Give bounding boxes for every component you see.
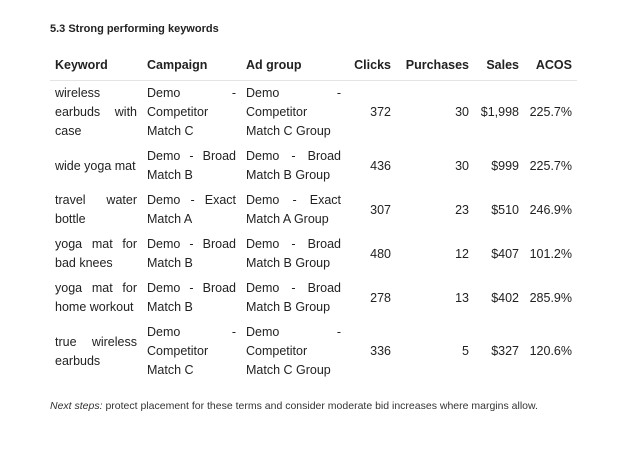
- cell-campaign: Demo - Broad Match B: [147, 281, 236, 314]
- table-row: [50, 232, 577, 276]
- table-row: [50, 188, 577, 232]
- cell-campaign: Demo - Exact Match A: [147, 193, 236, 226]
- cell-acos: 225.7%: [529, 158, 572, 173]
- cell-sales: $407: [491, 246, 519, 261]
- cell-ad-group: Demo - Broad Match B Group: [246, 237, 341, 270]
- cell-campaign: Demo - Broad Match B: [147, 149, 236, 182]
- cell-purchases: 12: [455, 246, 469, 261]
- cell-campaign: Demo - Competitor Match C: [147, 86, 236, 138]
- cell-keyword: yoga mat for home workout: [55, 281, 137, 314]
- cell-ad-group: Demo - Competitor Match C Group: [246, 325, 341, 377]
- cell-keyword: yoga mat for bad knees: [55, 237, 137, 270]
- cell-clicks: 372: [370, 105, 391, 119]
- cell-acos: 225.7%: [529, 105, 572, 119]
- cell-sales: $999: [491, 158, 519, 173]
- header-sales: Sales: [474, 53, 524, 81]
- next-steps-text: protect placement for these terms and consider moderate bid increases where margins allow.: [102, 400, 538, 412]
- cell-clicks: 307: [370, 202, 391, 217]
- header-campaign: Campaign: [142, 53, 241, 81]
- table-header-row: [50, 53, 577, 81]
- table-row: [50, 81, 577, 145]
- cell-clicks: 278: [370, 290, 391, 305]
- cell-ad-group: Demo - Broad Match B Group: [246, 281, 341, 314]
- cell-sales: $402: [491, 290, 519, 305]
- cell-acos: 246.9%: [529, 202, 572, 217]
- cell-ad-group: Demo - Competitor Match C Group: [246, 86, 341, 138]
- cell-ad-group: Demo - Broad Match B Group: [246, 149, 341, 182]
- cell-ad-group: Demo - Exact Match A Group: [246, 193, 341, 226]
- cell-campaign: Demo - Broad Match B: [147, 237, 236, 270]
- cell-clicks: 336: [370, 344, 391, 358]
- table-row: [50, 320, 577, 383]
- cell-clicks: 480: [370, 246, 391, 261]
- keywords-table: [50, 53, 577, 383]
- cell-purchases: 5: [462, 344, 469, 358]
- header-acos: ACOS: [524, 53, 577, 81]
- section-title: 5.3 Strong performing keywords: [50, 23, 219, 35]
- next-steps-label: Next steps:: [50, 400, 103, 412]
- header-ad-group: Ad group: [241, 53, 346, 81]
- cell-campaign: Demo - Competitor Match C: [147, 325, 236, 377]
- table-row: [50, 144, 577, 188]
- header-purchases: Purchases: [396, 53, 474, 81]
- header-clicks: Clicks: [346, 53, 396, 81]
- cell-acos: 285.9%: [529, 290, 572, 305]
- header-keyword: Keyword: [50, 53, 142, 81]
- cell-keyword: wide yoga mat: [55, 158, 136, 173]
- cell-acos: 101.2%: [529, 246, 572, 261]
- cell-purchases: 30: [455, 158, 469, 173]
- cell-acos: 120.6%: [529, 344, 572, 358]
- cell-sales: $327: [491, 344, 519, 358]
- cell-purchases: 13: [455, 290, 469, 305]
- cell-sales: $1,998: [480, 105, 519, 119]
- cell-purchases: 30: [455, 105, 469, 119]
- cell-clicks: 436: [370, 158, 391, 173]
- cell-keyword: travel water bottle: [55, 193, 137, 226]
- cell-purchases: 23: [455, 202, 469, 217]
- cell-sales: $510: [491, 202, 519, 217]
- cell-keyword: true wireless earbuds: [55, 334, 137, 368]
- table-row: [50, 276, 577, 320]
- next-steps-note: [50, 397, 577, 415]
- cell-keyword: wireless earbuds with case: [55, 86, 137, 138]
